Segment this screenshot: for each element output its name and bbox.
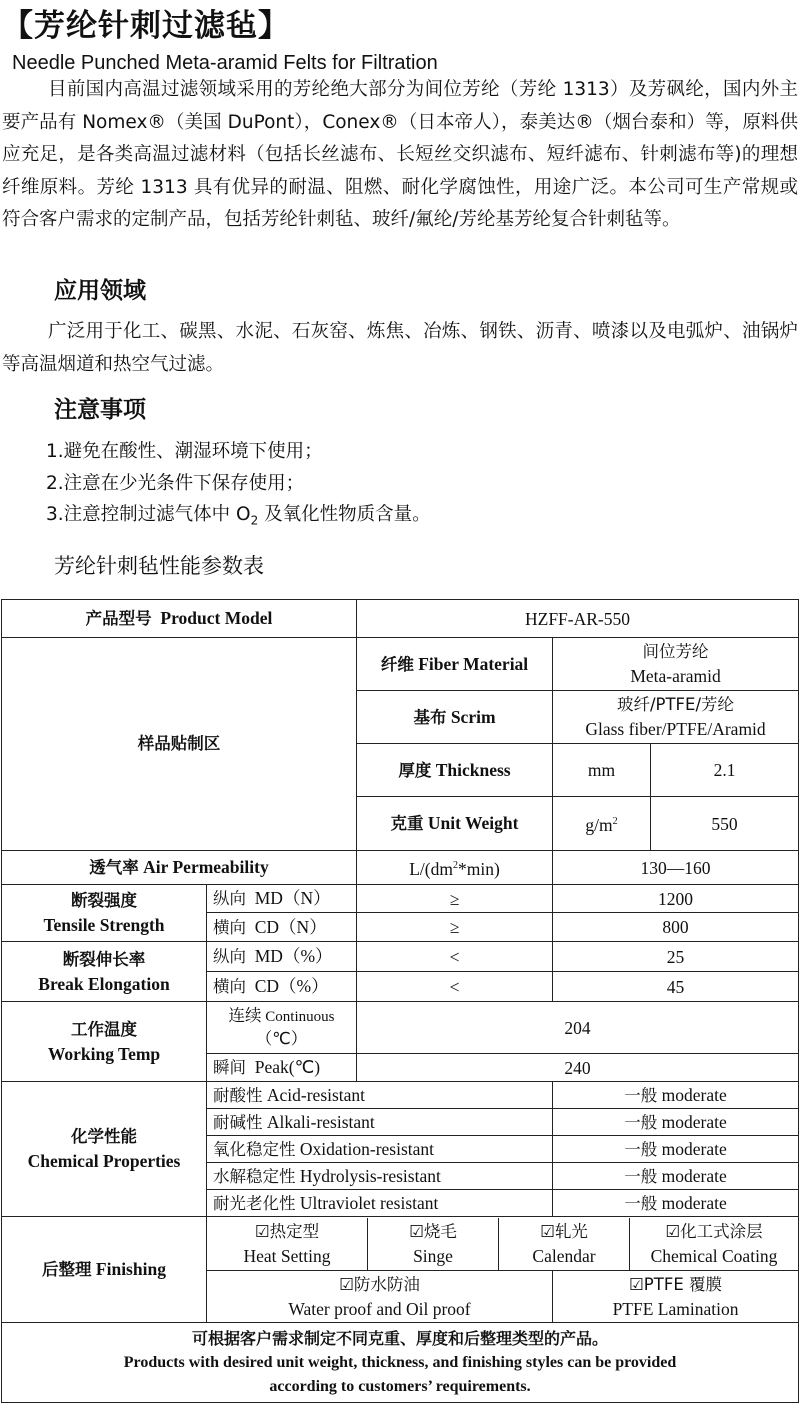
- chemical-row-value: 一般 moderate: [553, 1163, 799, 1190]
- thickness-value: 2.1: [651, 744, 799, 797]
- fiber-value: 间位芳纶 Meta-aramid: [553, 638, 799, 691]
- temp-peak-value: 240: [357, 1054, 799, 1082]
- elongation-cd-value: 45: [553, 972, 799, 1002]
- scrim-label: 基布 Scrim: [357, 691, 553, 744]
- intro-paragraph: 目前国内高温过滤领域采用的芳纶绝大部分为间位芳纶（芳纶 1313）及芳砜纶，国内外主要产品有 Nomex®（美国 DuPont），Conex®（日本帝人），泰美达®（烟台泰和）等，原料供应充足，是各类高温过滤材料（包括长丝滤布、长短丝交织滤布、短纤滤布、针刺滤布等)的理想纤维原料。芳纶 1313 具有优异的耐温、阻燃、耐化学腐蚀性，用途广泛。本公司可生产常规或符合客户需求的定制产品，包括芳纶针刺毡、玻纤/氟纶/芳纶基芳纶复合针刺毡等。: [2, 79, 798, 230]
- temp-continuous-value: 204: [357, 1002, 799, 1054]
- table-title: 芳纶针刺毡性能参数表: [54, 554, 264, 578]
- note-item: 3.注意控制过滤气体中 $O_2$ 及氧化性物质含量。: [46, 504, 431, 528]
- note-item: 2.注意在少光条件下保存使用；: [46, 472, 305, 494]
- tensile-cd-value: 800: [553, 913, 799, 942]
- tensile-md-op: ≥: [357, 885, 553, 913]
- tensile-label: 断裂强度 Tensile Strength: [2, 885, 207, 942]
- air-label: 透气率 Air Permeability: [2, 851, 357, 885]
- finish-option-singe: ☑烧毛 Singe: [368, 1218, 499, 1270]
- finish-option-ptfe-lamination: ☑PTFE 覆膜 PTFE Lamination: [553, 1271, 799, 1323]
- chemical-row-label: 耐光老化性 Ultraviolet resistant: [207, 1190, 553, 1217]
- application-paragraph: 广泛用于化工、碳黑、水泥、石灰窑、炼焦、冶炼、钢铁、沥青、喷漆以及电弧炉、油锅炉等高温烟道和热空气过滤。: [2, 321, 798, 375]
- chemical-row-value: 一般 moderate: [553, 1190, 799, 1217]
- chemical-row-value: 一般 moderate: [553, 1109, 799, 1136]
- chemical-row-label: 耐酸性 Acid-resistant: [207, 1082, 553, 1109]
- tensile-md-label: 纵向 MD（N）: [207, 885, 357, 913]
- elongation-cd-label: 横向 CD（%）: [207, 972, 357, 1002]
- scrim-value: 玻纤/PTFE/芳纶 Glass fiber/PTFE/Aramid: [553, 691, 799, 744]
- chemical-label: 化学性能 Chemical Properties: [2, 1082, 207, 1217]
- chemical-row-label: 耐碱性 Alkali-resistant: [207, 1109, 553, 1136]
- note-item: 1.避免在酸性、潮湿环境下使用；: [46, 441, 323, 462]
- model-value: HZFF-AR-550: [357, 600, 799, 638]
- tensile-cd-op: ≥: [357, 913, 553, 942]
- table-footer: 可根据客户需求制定不同克重、厚度和后整理类型的产品。 Products with desired unit weight, thickness, and finishing styles can be provided according to customers’ requirements.: [2, 1323, 799, 1403]
- weight-label: 克重 Unit Weight: [357, 797, 553, 851]
- thickness-unit: mm: [553, 744, 651, 797]
- page-title: 【芳纶针刺过滤毡】: [2, 8, 290, 44]
- finishing-row-1: [207, 1217, 799, 1271]
- air-unit: $L/(dm^2*\min)$: [357, 851, 553, 885]
- elongation-md-op: <: [357, 942, 553, 972]
- temp-continuous-label: 连续 Continuous （℃）: [207, 1002, 357, 1054]
- page-subtitle: Needle Punched Meta-aramid Felts for Filtration: [12, 52, 438, 74]
- finish-option-heat-setting: ☑热定型 Heat Setting: [207, 1218, 368, 1270]
- chemical-row-label: 氧化稳定性 Oxidation-resistant: [207, 1136, 553, 1163]
- thickness-label: 厚度 Thickness: [357, 744, 553, 797]
- tensile-cd-label: 横向 CD（N）: [207, 913, 357, 942]
- notes-heading: 注意事项: [54, 397, 146, 423]
- weight-value: 550: [651, 797, 799, 851]
- temp-peak-label: 瞬间 Peak(℃): [207, 1054, 357, 1082]
- tensile-md-value: 1200: [553, 885, 799, 913]
- finish-option-calendar: ☑轧光 Calendar: [499, 1218, 630, 1270]
- chemical-row-value: 一般 moderate: [553, 1136, 799, 1163]
- application-heading: 应用领域: [54, 278, 146, 304]
- fiber-label: 纤维 Fiber Material: [357, 638, 553, 691]
- elongation-cd-op: <: [357, 972, 553, 1002]
- chemical-row-label: 水解稳定性 Hydrolysis-resistant: [207, 1163, 553, 1190]
- elongation-md-label: 纵向 MD（%）: [207, 942, 357, 972]
- weight-unit: $g/m^2$: [553, 797, 651, 851]
- temp-label: 工作温度 Working Temp: [2, 1002, 207, 1082]
- chemical-row-value: 一般 moderate: [553, 1082, 799, 1109]
- elongation-md-value: 25: [553, 942, 799, 972]
- model-label: 产品型号 Product Model: [2, 600, 357, 638]
- finishing-label: 后整理 Finishing: [2, 1217, 207, 1323]
- spec-table: [1, 599, 799, 1403]
- elongation-label: 断裂伸长率 Break Elongation: [2, 942, 207, 1002]
- finish-option-chemical-coating: ☑化工式涂层 Chemical Coating: [650, 1221, 778, 1266]
- sample-area: 样品贴制区: [2, 638, 357, 851]
- notes-list: [46, 436, 431, 537]
- finish-option-water-oil-proof: ☑防水防油 Water proof and Oil proof: [207, 1271, 553, 1323]
- air-value: 130—160: [553, 851, 799, 885]
